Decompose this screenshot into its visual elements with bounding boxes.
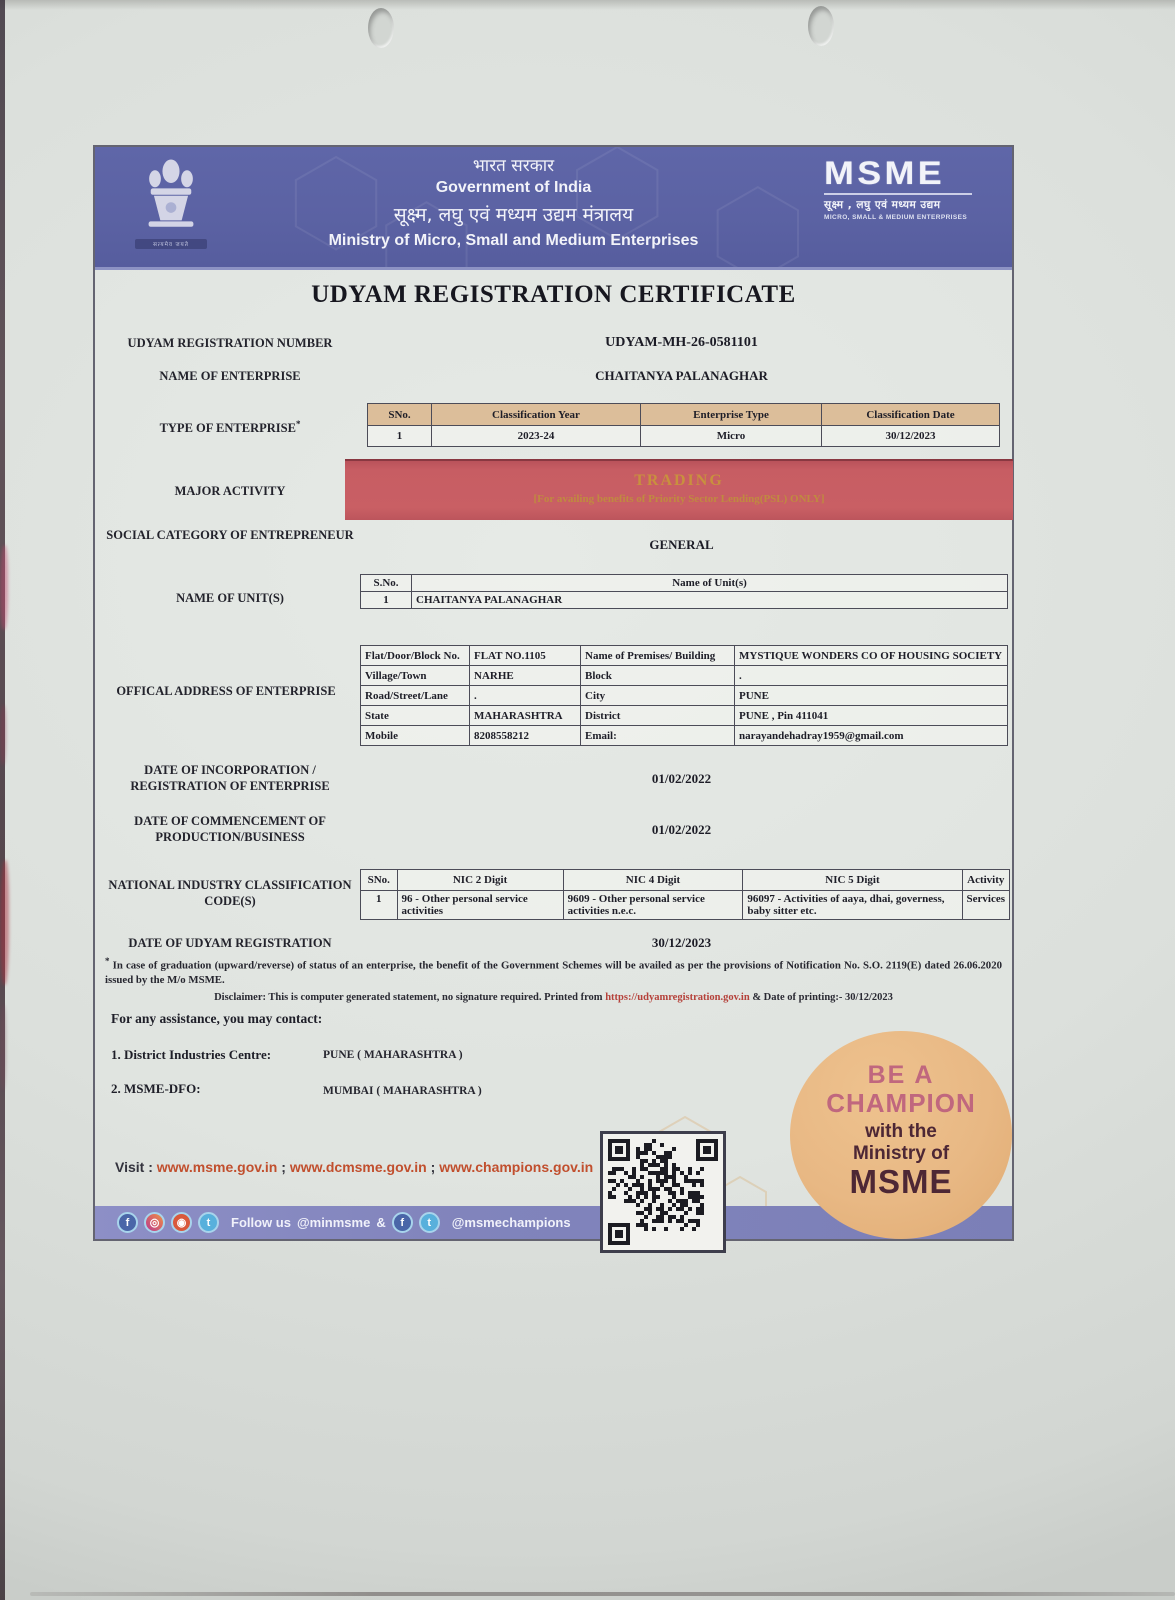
msme-dfo-value: MUMBAI ( MAHARASHTRA )	[323, 1085, 482, 1097]
incorporation-date-label: DATE OF INCORPORATION / REGISTRATION OF ENTERPRISE	[130, 763, 330, 794]
msme-logo-rule	[824, 193, 972, 195]
column-header: S.No.	[361, 575, 412, 592]
emblem-motto: सत्यमेव जयते	[135, 239, 207, 249]
social-category-value: GENERAL	[649, 537, 714, 552]
paper-bottom-edge	[30, 1592, 1175, 1596]
enterprise-type-label	[105, 419, 355, 436]
column-header: Enterprise Type	[641, 404, 822, 426]
paper-shadow	[0, 0, 1175, 10]
table-row	[361, 686, 1008, 706]
edge-smudge	[0, 545, 8, 630]
footnote-reference-mark: *	[295, 419, 301, 429]
type-of-enterprise-table	[367, 403, 1000, 447]
cell-value: MYSTIQUE WONDERS CO OF HOUSING SOCIETY	[735, 646, 1008, 666]
champions-gov-link: www.champions.gov.in	[439, 1159, 594, 1175]
incorporation-date-value: 01/02/2022	[651, 771, 712, 786]
champion-line1: BE A	[867, 1061, 935, 1089]
photo-left-edge	[0, 0, 5, 1600]
cell-value: PUNE	[735, 686, 1008, 706]
column-header: Classification Date	[822, 404, 1000, 426]
table-row	[368, 426, 1000, 447]
cell-sno: 1	[361, 592, 412, 609]
footnote-mark: *	[105, 956, 110, 966]
district-industries-label: 1. District Industries Centre:	[111, 1047, 272, 1062]
udyam-date-label: DATE OF UDYAM REGISTRATION	[128, 936, 332, 950]
cell-nic5: 96097 - Activities of aaya, dhai, governess, baby sitter etc.	[743, 891, 962, 920]
column-header: SNo.	[361, 870, 398, 891]
udyam-date-value: 30/12/2023	[651, 935, 712, 950]
nic-table	[360, 869, 1010, 920]
dcmsme-gov-link: www.dcmsme.gov.in	[289, 1159, 427, 1175]
commencement-date-value: 01/02/2022	[651, 822, 712, 837]
disclaimer-line	[95, 992, 1012, 1003]
column-header: Activity	[962, 870, 1009, 891]
cell-value: PUNE , Pin 411041	[735, 706, 1008, 726]
major-activity-note: [For availing benefits of Priority Sector Lending(PSL) ONLY]	[533, 493, 825, 505]
cell-classification-date: 30/12/2023	[822, 426, 1000, 447]
table-row	[361, 891, 1010, 920]
column-header: Name of Unit(s)	[412, 575, 1008, 592]
champion-line5: MSME	[849, 1163, 953, 1200]
district-industries-value: PUNE ( MAHARASHTRA )	[323, 1049, 463, 1061]
major-activity-label: MAJOR ACTIVITY	[174, 484, 286, 498]
cell-enterprise-type: Micro	[641, 426, 822, 447]
visit-links-line	[115, 1159, 593, 1175]
ministry-english: Ministry of Micro, Small and Medium Enterprises	[328, 232, 699, 249]
govt-of-india-english: Government of India	[435, 179, 592, 196]
enterprise-name-value: CHAITANYA PALANAGHAR	[595, 368, 768, 383]
urn-value: UDYAM-MH-26-0581101	[605, 335, 758, 350]
cell-label: Email:	[581, 726, 735, 746]
table-row	[361, 706, 1008, 726]
table-header-row	[361, 575, 1008, 592]
cell-unit-name: CHAITANYA PALANAGHAR	[412, 592, 1008, 609]
table-row	[361, 592, 1008, 609]
cell-value: narayandehadray1959@gmail.com	[735, 726, 1008, 746]
certificate-title: UDYAM REGISTRATION CERTIFICATE	[311, 281, 796, 308]
facebook-icon: f	[392, 1212, 413, 1233]
cell-value: MAHARASHTRA	[470, 706, 581, 726]
column-header: NIC 2 Digit	[397, 870, 563, 891]
column-header: SNo.	[368, 404, 432, 426]
cell-value: FLAT NO.1105	[470, 646, 581, 666]
enterprise-name-label: NAME OF ENTERPRISE	[159, 369, 301, 383]
cell-label: Road/Street/Lane	[361, 686, 470, 706]
udyam-registration-url: https://udyamregistration.gov.in	[605, 992, 750, 1003]
commencement-date-label: DATE OF COMMENCEMENT OF PRODUCTION/BUSINESS	[134, 814, 326, 845]
edge-smudge	[0, 705, 6, 765]
cell-label: Mobile	[361, 726, 470, 746]
champion-line3: with the	[865, 1121, 937, 1142]
msme-logo-english: MICRO, SMALL & MEDIUM ENTERPRISES	[824, 214, 968, 221]
ampersand: &	[376, 1215, 386, 1230]
cell-classification-year: 2023-24	[432, 426, 641, 447]
ministry-header-text	[285, 153, 742, 250]
cell-sno: 1	[361, 891, 398, 920]
punch-hole	[368, 8, 394, 48]
column-header: NIC 5 Digit	[743, 870, 962, 891]
units-label: NAME OF UNIT(S)	[176, 591, 284, 605]
graduation-footnote	[105, 955, 1002, 988]
qr-finder	[608, 1139, 630, 1161]
champion-line2: CHAMPION	[826, 1088, 976, 1118]
social-category-label: SOCIAL CATEGORY OF ENTREPRENEUR	[106, 528, 354, 542]
enterprise-type-label-text: TYPE OF ENTERPRISE	[159, 421, 296, 436]
instagram-icon: ◎	[144, 1212, 165, 1233]
msme-logo-hindi: सूक्ष्म , लघु एवं मध्यम उद्यम	[824, 199, 941, 211]
cell-nic4: 9609 - Other personal service activities n.e.c.	[563, 891, 743, 920]
visit-label: Visit :	[115, 1159, 157, 1175]
msme-logo-text: MSME	[824, 155, 945, 191]
cell-nic2: 96 - Other personal service activities	[397, 891, 563, 920]
table-row	[361, 646, 1008, 666]
ministry-hindi: सूक्ष्म, लघु एवं मध्यम उद्यम मंत्रालय	[393, 204, 634, 226]
qr-finder	[696, 1139, 718, 1161]
edge-smudge	[0, 860, 9, 985]
qr-pattern	[608, 1139, 718, 1245]
koo-icon: ◉	[171, 1212, 192, 1233]
cell-label: State	[361, 706, 470, 726]
urn-label: UDYAM REGISTRATION NUMBER	[127, 336, 333, 350]
table-row	[361, 666, 1008, 686]
champion-badge	[790, 1031, 1012, 1239]
edge-smudge	[0, 1005, 6, 1090]
cell-label: Block	[581, 666, 735, 686]
twitter-icon: t	[198, 1212, 219, 1233]
certificate-header-band	[95, 147, 1012, 270]
table-header-row	[368, 404, 1000, 426]
facebook-icon: f	[117, 1212, 138, 1233]
cell-value: .	[470, 686, 581, 706]
cell-value: NARHE	[470, 666, 581, 686]
cell-sno: 1	[368, 426, 432, 447]
msmechampions-handle: @msmechampions	[451, 1215, 571, 1230]
column-header: Classification Year	[432, 404, 641, 426]
address-table	[360, 645, 1008, 746]
major-activity-value: TRADING	[634, 472, 724, 489]
separator: ;	[277, 1159, 290, 1175]
minmsme-handle: @minmsme	[296, 1215, 371, 1230]
column-header: NIC 4 Digit	[563, 870, 743, 891]
address-label: OFFICAL ADDRESS OF ENTERPRISE	[116, 684, 336, 698]
disclaimer-text: Disclaimer: This is computer generated statement, no signature required. Printed from	[214, 992, 606, 1003]
footnote-text: In case of graduation (upward/reverse) of status of an enterprise, the benefit of the Government Schemes will be availed as per the provisions of Notification No. S.O. 2119(E) dated 26.06.2020 issued by the M/o MSME.	[105, 959, 1002, 987]
disclaimer-suffix: & Date of printing:- 30/12/2023	[749, 992, 893, 1003]
table-header-row	[361, 870, 1010, 891]
units-table	[360, 574, 1008, 609]
cell-label: Name of Premises/ Building	[581, 646, 735, 666]
champion-line4: Ministry of	[852, 1143, 950, 1164]
msme-gov-link: www.msme.gov.in	[156, 1159, 278, 1175]
cell-label: Flat/Door/Block No.	[361, 646, 470, 666]
cell-value: 8208558212	[470, 726, 581, 746]
major-activity-banner	[345, 459, 1013, 520]
cell-activity: Services	[962, 891, 1009, 920]
qr-code	[600, 1131, 726, 1253]
table-row	[361, 726, 1008, 746]
separator: ;	[426, 1159, 440, 1175]
govt-of-india-hindi: भारत सरकार	[472, 156, 555, 176]
cell-label: Village/Town	[361, 666, 470, 686]
twitter-icon: t	[419, 1212, 440, 1233]
msme-logo	[824, 157, 984, 221]
udyam-certificate	[93, 145, 1014, 1241]
cell-label: District	[581, 706, 735, 726]
assistance-heading: For any assistance, you may contact:	[111, 1011, 323, 1026]
cell-label: City	[581, 686, 735, 706]
punch-hole	[808, 6, 834, 46]
follow-us-text: Follow us	[231, 1215, 291, 1230]
cell-value: .	[735, 666, 1008, 686]
msme-dfo-label: 2. MSME-DFO:	[111, 1081, 201, 1096]
nic-label: NATIONAL INDUSTRY CLASSIFICATION CODE(S)	[108, 878, 352, 909]
qr-finder	[608, 1223, 630, 1245]
